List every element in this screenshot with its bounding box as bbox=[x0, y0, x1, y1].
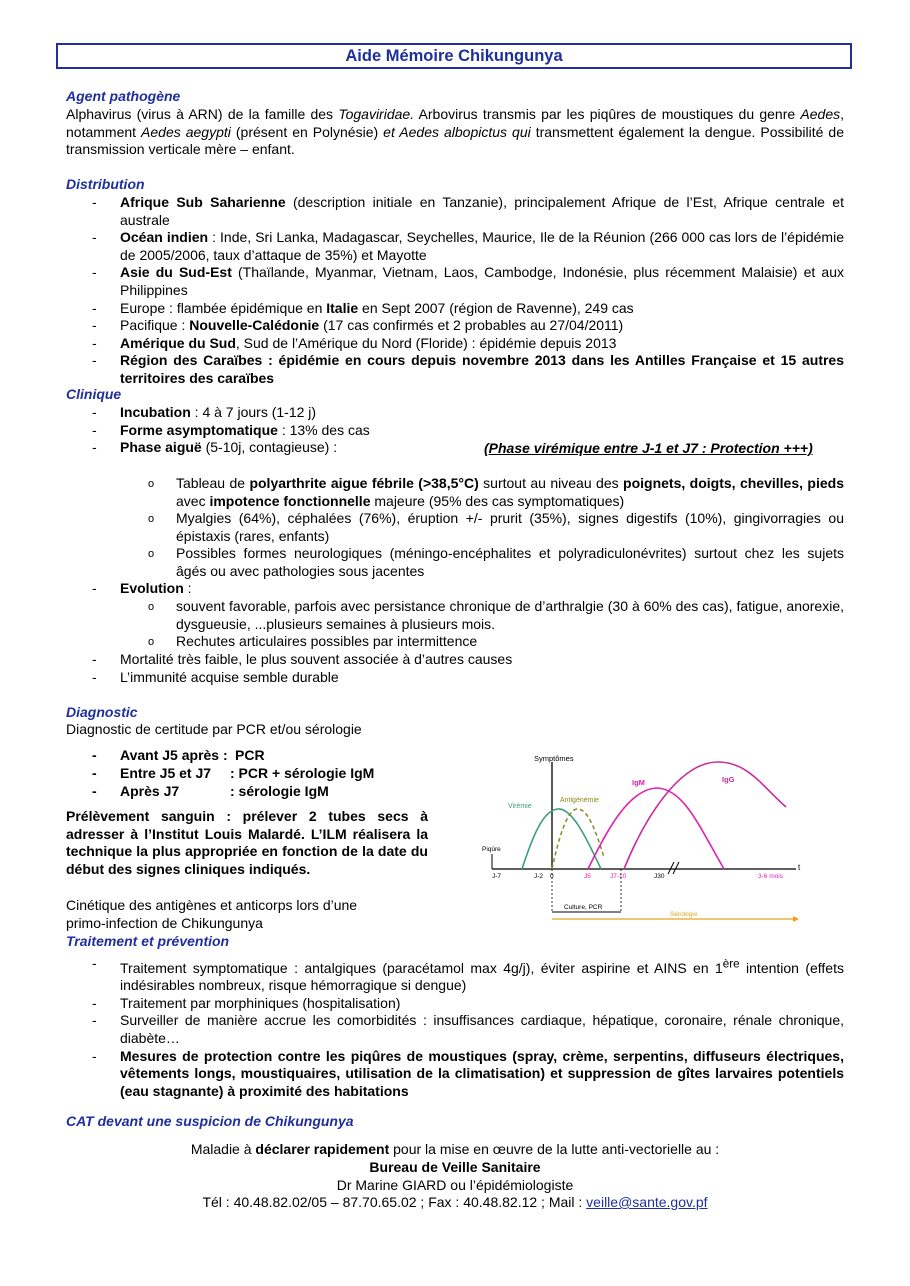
tick-label: 3-6 mois bbox=[758, 873, 783, 880]
tick-label: J5 bbox=[584, 873, 591, 880]
phase-aigue-sublist bbox=[148, 475, 844, 581]
list-item: - Phase aiguë (5-10j, contagieuse) : bbox=[92, 439, 338, 456]
distribution-list bbox=[92, 194, 844, 388]
list-item: - Amérique du Sud, Sud de l’Amérique du Nord (Floride) : épidémie depuis 2013 bbox=[92, 334, 617, 351]
igm-curve bbox=[588, 788, 724, 869]
heading-cat: CAT devant une suspicion de Chikungunya bbox=[66, 1113, 354, 1129]
viremie-label: Virémie bbox=[508, 803, 532, 810]
culture-label: Culture, PCR bbox=[564, 904, 603, 911]
list-item: - Traitement par morphiniques (hospitalisation) bbox=[92, 994, 401, 1011]
heading-distribution: Distribution bbox=[66, 176, 145, 192]
phase-viremique-note: (Phase virémique entre J-1 et J7 : Protection +++) bbox=[484, 440, 813, 456]
sub-list-item: o Possibles formes neurologiques (méningo-encéphalites et polyradiculonévrites) surtout chez les sujets âgés ou avec pathologies sous jacentes bbox=[148, 545, 844, 579]
list-item: - Forme asymptomatique : 13% des cas bbox=[92, 421, 370, 438]
prelevement-text: Prélèvement sanguin : prélever 2 tubes secs à adresser à l’Institut Louis Malardé. L’ILM réalisera la technique la plus appropriée en fonction de la date du début des signes cliniques indiqués. bbox=[66, 808, 428, 877]
list-item: - L’immunité acquise semble durable bbox=[92, 668, 339, 685]
cat-line-4: Tél : 40.48.82.02/05 – 87.70.65.02 ; Fax : 40.48.82.12 ; Mail : veille@sante.gov.pf bbox=[202, 1194, 708, 1210]
list-item: - Incubation : 4 à 7 jours (1-12 j) bbox=[92, 404, 317, 420]
antigenemie-label: Antigénémie bbox=[560, 797, 599, 804]
figure-caption: Cinétique des antigènes et anticorps lors d’une primo-infection de Chikungunya bbox=[66, 897, 358, 931]
igm-label: IgM bbox=[632, 778, 645, 787]
list-item: - Afrique Sub Saharienne (description initiale en Tanzanie), principalement Afrique de l’Est, Afrique centrale et australe bbox=[92, 194, 844, 228]
evolution-sublist bbox=[148, 598, 844, 651]
tick-label: J-2 bbox=[534, 873, 544, 880]
list-item: - Océan indien : Inde, Sri Lanka, Madagascar, Seychelles, Maurice, Ile de la Réunion (266 000 cas lors de l’épidémie de 2005/2006, taux d’attaque de 35%) et Mayotte bbox=[92, 229, 844, 263]
igg-label: IgG bbox=[722, 775, 735, 784]
evolution-list bbox=[92, 580, 844, 598]
tick-label: J30 bbox=[654, 873, 665, 880]
list-item: - Surveiller de manière accrue les comorbidités : insuffisances cardiaque, hépatique, coronaire, rénale chronique, diabète… bbox=[92, 1012, 844, 1047]
heading-traitement: Traitement et prévention bbox=[66, 933, 230, 949]
sub-list-item: o Myalgies (64%), céphalées (76%), éruption +/- prurit (35%), signes digestifs (10%), gingivorragies ou épistaxis (rares, enfants) bbox=[148, 510, 844, 544]
list-item: - Asie du Sud-Est (Thaïlande, Myanmar, Vietnam, Laos, Cambodge, Indonésie, plus récemment Malaisie) et aux Philippines bbox=[92, 264, 844, 298]
list-item: - Région des Caraïbes : épidémie en cours depuis novembre 2013 dans les Antilles Française et 15 autres territoires des caraïbes bbox=[92, 352, 844, 386]
list-item: - Mortalité très faible, le plus souvent associée à d’autres causes bbox=[92, 651, 513, 667]
viremia-curve bbox=[522, 809, 601, 869]
cat-line-2: Bureau de Veille Sanitaire bbox=[369, 1159, 541, 1175]
list-item: - Mesures de protection contre les piqûres de moustiques (spray, crème, serpentins, diffuseurs électriques, vêtements longs, moustiquaires, utilisation de la climatisation) et suppression de gîtes larvaires potentiels (eau stagnante) à proximité des habitations bbox=[92, 1047, 844, 1099]
cat-line-1: Maladie à déclarer rapidement pour la mise en œuvre de la lutte anti-vectorielle au : bbox=[190, 1141, 720, 1157]
email-link[interactable]: veille@sante.gov.pf bbox=[586, 1194, 708, 1210]
sub-list-item: o souvent favorable, parfois avec persistance chronique de d’arthralgie (30 à 60% des cas), fatigue, anorexie, dysgueusie, ...plusieurs semaines à plusieurs mois. bbox=[148, 598, 844, 632]
heading-clinique: Clinique bbox=[66, 386, 122, 402]
kinetics-figure bbox=[478, 752, 808, 924]
clinique-tail-list bbox=[92, 651, 844, 686]
heading-diagnostic: Diagnostic bbox=[66, 704, 138, 720]
traitement-list bbox=[92, 955, 844, 1100]
heading-agent: Agent pathogène bbox=[66, 88, 181, 104]
diagnostic-intro: Diagnostic de certitude par PCR et/ou sérologie bbox=[66, 721, 362, 737]
sub-list-item: o Tableau de polyarthrite aigue fébrile (>38,5°C) surtout au niveau des poignets, doigts, chevilles, pieds avec impotence fonctionnelle majeure (95% des cas symptomatiques) bbox=[148, 475, 844, 509]
diagnostic-list: - Avant J5 après : PCR - Entre J5 et J7 : PCR + sérologie IgM - Après J7 : sérologie IgM bbox=[92, 747, 375, 799]
y-axis-label: Symptômes bbox=[534, 754, 574, 763]
tick-label: 0 bbox=[550, 873, 554, 880]
piqure-label: Piqûre bbox=[482, 846, 501, 853]
x-axis-label: t bbox=[798, 863, 801, 872]
document-title: Aide Mémoire Chikungunya bbox=[56, 43, 852, 69]
cat-line-3: Dr Marine GIARD ou l’épidémiologiste bbox=[336, 1177, 574, 1193]
igg-curve bbox=[624, 762, 786, 869]
list-item: - Europe : flambée épidémique en Italie en Sept 2007 (région de Ravenne), 249 cas bbox=[92, 299, 634, 316]
tick-label: J-7 bbox=[492, 873, 502, 880]
list-item: - Pacifique : Nouvelle-Calédonie (17 cas confirmés et 2 probables au 27/04/2011) bbox=[92, 317, 624, 334]
list-item: - Traitement symptomatique : antalgiques (paracétamol max 4g/j), éviter aspirine et AINS en 1ère intention (effets indésirables nombreux, risque hémorragique si dengue) bbox=[92, 955, 844, 994]
agent-text: Alphavirus (virus à ARN) de la famille des Togaviridae. Arbovirus transmis par les piqûres de moustiques du genre Aedes, notamment Aedes aegypti (présent en Polynésie) et Aedes albopictus qui transmettent également la dengue. Possibilité de transmission verticale mère – enfant. bbox=[66, 106, 845, 158]
tick-label: J7-10 bbox=[610, 873, 627, 880]
serologie-label: Sérologie bbox=[670, 911, 698, 918]
list-item: - Evolution : bbox=[92, 580, 192, 596]
sub-list-item: o Rechutes articulaires possibles par intermittence bbox=[148, 633, 478, 650]
